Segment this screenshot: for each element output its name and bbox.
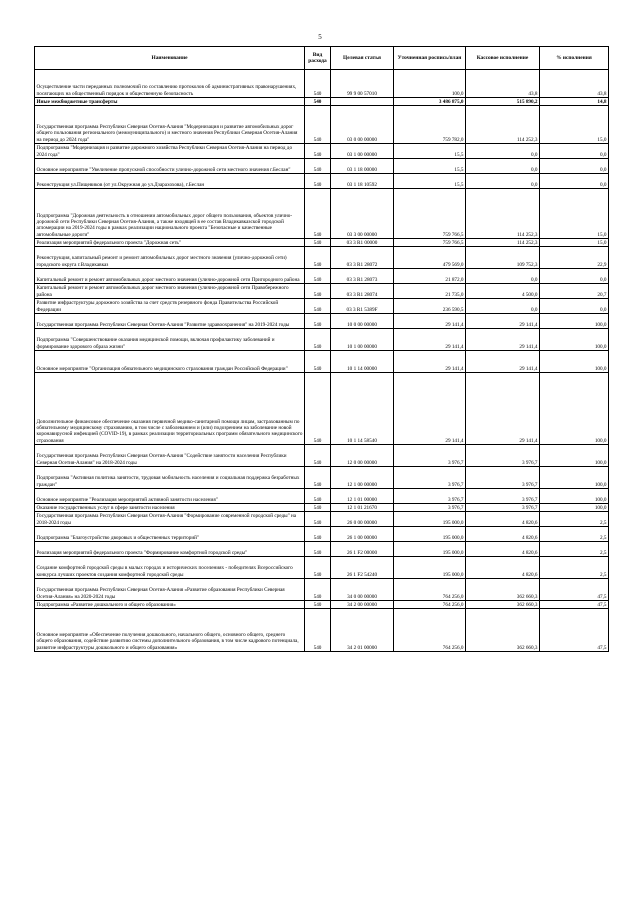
cell-vid: 540 [305,579,331,601]
table-row [35,601,609,609]
cell-cash: 29 141,4 [466,351,540,373]
cell-name: Реализация мероприятий федерального проекта "Формирование комфортной городской среды" [35,542,305,557]
cell-pct: 100,0 [540,329,609,351]
cell-name: Государственная программа Республики Северная Осетия-Алания "Формирование современной городской среды" на 2018-2024 годы [35,512,305,527]
table-row [35,70,609,98]
cell-budget: 195 000,0 [394,527,466,542]
cell-budget: 15,5 [394,174,466,189]
cell-target: 03 1 18 10592 [331,174,394,189]
table-row [35,504,609,512]
cell-cash: 3 976,7 [466,489,540,504]
cell-vid: 540 [305,489,331,504]
cell-pct: 100,0 [540,314,609,329]
cell-pct: 100,0 [540,504,609,512]
cell-cash: 4 820,6 [466,542,540,557]
cell-vid: 540 [305,542,331,557]
header-percent: % исполнения [540,47,609,70]
cell-name: Основное мероприятие "Увеличение пропускной способности улично-дорожной сети местного значения г.Беслан" [35,159,305,174]
cell-name: Оказание государственных услуг в сфере занятости населения [35,504,305,512]
cell-cash: 4 820,6 [466,527,540,542]
cell-cash: 4 820,6 [466,557,540,579]
cell-budget: 759 766,5 [394,189,466,239]
table-row [35,373,609,445]
table-row [35,489,609,504]
cell-vid: 540 [305,329,331,351]
cell-budget: 15,5 [394,159,466,174]
table-row [35,299,609,314]
table-row [35,98,609,106]
cell-name: Государственная программа Республики Северная Осетия-Алания "Содействие занятости населения Республики Северная Осетия-Алания" на 2018-2024 годы [35,445,305,467]
cell-budget: 759 766,5 [394,239,466,247]
header-vid: Вид расхода [305,47,331,70]
cell-pct: 2,5 [540,527,609,542]
cell-target: 03 3 R1 00000 [331,239,394,247]
cell-budget: 195 000,0 [394,542,466,557]
cell-pct: 100,0 [540,489,609,504]
cell-cash: 109 752,3 [466,247,540,269]
cell-target: 12 0 00 00000 [331,445,394,467]
cell-vid: 540 [305,601,331,609]
cell-cash: 0,0 [466,174,540,189]
table-row [35,106,609,144]
table-row [35,329,609,351]
cell-name: Дополнительное финансовое обеспечение оказания первичной медико-санитарной помощи лицам, застрахованным по обязательному медицинскому страхованию, в том числе с заболеванием и (или) подозрением на заболевание новой коронавирусной инфекцией (COVID-19), в рамках реализации территориальных программ обязательного медицинского страхования [35,373,305,445]
cell-pct: 2,5 [540,542,609,557]
cell-target: 26 0 00 00000 [331,512,394,527]
cell-pct: 47,5 [540,609,609,652]
cell-target: 10 1 00 00000 [331,329,394,351]
cell-target: 03 1 18 00000 [331,159,394,174]
cell-target: 12 1 00 00000 [331,467,394,489]
cell-budget: 479 569,0 [394,247,466,269]
cell-vid: 540 [305,98,331,106]
cell-vid: 540 [305,174,331,189]
cell-target: 03 3 00 00000 [331,189,394,239]
cell-pct: 0,0 [540,144,609,159]
cell-name: Подпрограмма "Совершенствование оказания медицинской помощи, включая профилактику заболеваний и формирование здорового образа жизни" [35,329,305,351]
cell-target: 26 1 00 00000 [331,527,394,542]
cell-pct: 100,0 [540,445,609,467]
cell-vid: 540 [305,512,331,527]
cell-target [331,98,394,106]
cell-budget: 195 000,0 [394,512,466,527]
header-budget: Уточненная роспись/план [394,47,466,70]
table-row [35,189,609,239]
header-cash: Кассовое исполнение [466,47,540,70]
table-row [35,239,609,247]
cell-name: Реконструкция, капитальный ремонт и ремонт автомобильных дорог местного значения (улично-дорожной сети) городского округа г.Владикавказ [35,247,305,269]
cell-budget: 764 256,0 [394,579,466,601]
cell-target: 99 9 00 57010 [331,70,394,98]
table-row [35,512,609,527]
cell-target: 03 3 R1 5389F [331,299,394,314]
cell-pct: 100,0 [540,351,609,373]
table-row [35,351,609,373]
cell-vid: 540 [305,351,331,373]
cell-name: Иные межбюджетные трансферты [35,98,305,106]
cell-pct: 0,0 [540,299,609,314]
cell-vid: 540 [305,284,331,299]
cell-budget: 195 000,0 [394,557,466,579]
cell-name: Государственная программа Республики Северная Осетия-Алания "Модернизация и развитие автомобильных дорог общего пользования регионального (межмуниципального) и местного значения Республики Северная Осетия-Алания на период до 2024 года" [35,106,305,144]
cell-budget: 3 976,7 [394,445,466,467]
table-row [35,269,609,284]
cell-name: Подпрограмма «Развитие дошкольного и общего образования» [35,601,305,609]
cell-vid: 540 [305,269,331,284]
cell-target: 03 1 00 00000 [331,144,394,159]
cell-pct: 2,5 [540,512,609,527]
cell-cash: 3 976,7 [466,467,540,489]
cell-budget: 3 976,7 [394,504,466,512]
cell-budget: 764 256,0 [394,609,466,652]
page-number: 5 [318,33,322,41]
cell-cash: 0,0 [466,299,540,314]
cell-target: 03 0 00 00000 [331,106,394,144]
cell-cash: 4 500,0 [466,284,540,299]
cell-cash: 29 141,4 [466,329,540,351]
cell-target: 12 1 01 21670 [331,504,394,512]
table-row [35,609,609,652]
cell-vid: 540 [305,239,331,247]
table-row [35,159,609,174]
cell-vid: 540 [305,70,331,98]
table-row [35,144,609,159]
table-row [35,542,609,557]
table-row [35,579,609,601]
budget-table [34,46,609,652]
cell-name: Капитальный ремонт и ремонт автомобильных дорог местного значения (улично-дорожной сети Правобережного района [35,284,305,299]
cell-target: 03 3 R1 28074 [331,284,394,299]
table-row [35,314,609,329]
table-row [35,527,609,542]
cell-target: 12 1 01 00000 [331,489,394,504]
cell-name: Подпрограмма "Активная политика занятости, трудовая мобильность населения и социальная поддержка безработных граждан" [35,467,305,489]
cell-cash: 43,8 [466,70,540,98]
cell-cash: 3 976,7 [466,504,540,512]
table-row [35,445,609,467]
cell-cash: 4 820,6 [466,512,540,527]
table-row [35,467,609,489]
cell-target: 03 3 R1 28072 [331,247,394,269]
cell-pct: 100,0 [540,467,609,489]
cell-target: 03 3 R1 28073 [331,269,394,284]
cell-cash: 29 141,4 [466,373,540,445]
cell-pct: 0,0 [540,159,609,174]
cell-budget: 3 486 875,0 [394,98,466,106]
cell-vid: 540 [305,314,331,329]
cell-pct: 22,9 [540,247,609,269]
cell-pct: 47,5 [540,579,609,601]
cell-cash: 362 660,3 [466,601,540,609]
cell-cash: 362 660,3 [466,609,540,652]
cell-budget: 236 590,5 [394,299,466,314]
cell-target: 26 1 F2 54240 [331,557,394,579]
cell-target: 10 1 14 00000 [331,351,394,373]
table-row [35,284,609,299]
cell-pct: 0,0 [540,269,609,284]
cell-vid: 540 [305,467,331,489]
cell-vid: 540 [305,159,331,174]
cell-name: Государственная программа Республики Северная Осетия-Алания «Развитие образования Республики Северная Осетия-Алания» на 2020-2024 годы [35,579,305,601]
cell-cash: 114 252,3 [466,239,540,247]
table-row [35,174,609,189]
cell-pct: 20,7 [540,284,609,299]
cell-vid: 540 [305,609,331,652]
cell-name: Капитальный ремонт и ремонт автомобильных дорог местного значения (улично-дорожной сети Пригородного района [35,269,305,284]
cell-pct: 15,0 [540,239,609,247]
cell-vid: 540 [305,299,331,314]
cell-pct: 15,0 [540,106,609,144]
cell-pct: 47,5 [540,601,609,609]
cell-pct: 0,0 [540,174,609,189]
cell-budget: 29 141,4 [394,329,466,351]
header-target: Целевая статья [331,47,394,70]
cell-cash: 0,0 [466,144,540,159]
cell-budget: 3 976,7 [394,489,466,504]
cell-pct: 15,0 [540,189,609,239]
cell-name: Развитие инфраструктуры дорожного хозяйства за счет средств резервного фонда Правительства Российской Федерации [35,299,305,314]
table-row [35,557,609,579]
cell-vid: 540 [305,557,331,579]
cell-budget: 15,5 [394,144,466,159]
table-body [35,70,609,652]
cell-name: Осуществление части переданных полномочий по составлению протоколов об административных правонарушениях, посягающих на общественный порядок и общественную безопасность [35,70,305,98]
cell-budget: 3 976,7 [394,467,466,489]
cell-target: 10 0 00 00000 [331,314,394,329]
cell-vid: 540 [305,247,331,269]
cell-name: Основное мероприятие «Обеспечение получения дошкольного, начального общего, основного общего, среднего общего образования, содействие развитию системы дополнительного образования, в том числе кадрового потенциала, развитие инфраструктуры дошкольного и общего образования» [35,609,305,652]
cell-name: Основное мероприятие "Реализация мероприятий активной занятости населения" [35,489,305,504]
cell-budget: 764 256,0 [394,601,466,609]
cell-pct: 2,5 [540,557,609,579]
cell-vid: 540 [305,189,331,239]
cell-budget: 100,0 [394,70,466,98]
cell-name: Реконструкция ул.Пищевиков (от ул.Окружная до ул.Дзарахохова), г.Беслан [35,174,305,189]
cell-target: 26 1 F2 00000 [331,542,394,557]
cell-pct: 14,8 [540,98,609,106]
cell-vid: 540 [305,527,331,542]
cell-cash: 3 976,7 [466,445,540,467]
cell-vid: 540 [305,504,331,512]
cell-name: Реализация мероприятий федерального проекта "Дорожная сеть" [35,239,305,247]
cell-budget: 29 141,4 [394,351,466,373]
cell-budget: 21 735,0 [394,284,466,299]
cell-cash: 0,0 [466,269,540,284]
cell-cash: 29 141,4 [466,314,540,329]
cell-vid: 540 [305,106,331,144]
cell-budget: 21 872,0 [394,269,466,284]
cell-target: 34 2 00 00000 [331,601,394,609]
cell-target: 10 1 14 58540 [331,373,394,445]
cell-vid: 540 [305,144,331,159]
cell-target: 34 2 01 00000 [331,609,394,652]
cell-name: Государственная программа Республики Северная Осетия-Алания "Развитие здравоохранения" на 2019-2024 годы [35,314,305,329]
cell-cash: 114 252,3 [466,106,540,144]
cell-vid: 540 [305,445,331,467]
cell-budget: 29 141,4 [394,373,466,445]
header-name: Наименование [35,47,305,70]
cell-cash: 114 252,3 [466,189,540,239]
cell-name: Создание комфортной городской среды в малых городах и исторических поселениях - победителях Всероссийского конкурса лучших проектов создания комфортной городской среды [35,557,305,579]
cell-budget: 759 782,0 [394,106,466,144]
cell-vid: 540 [305,373,331,445]
cell-pct: 100,0 [540,373,609,445]
cell-cash: 515 890,2 [466,98,540,106]
cell-cash: 362 660,3 [466,579,540,601]
cell-budget: 29 141,4 [394,314,466,329]
cell-name: Подпрограмма "Дорожная деятельность в отношении автомобильных дорог общего пользования, объектов улично-дорожной сети Республики Северная Осетия-Алания, а также входящей в ее состав Владикавказской городской агломерации на 2019-2024 годы в рамках реализации национального проекта "Безопасные и качественные автомобильные дороги" [35,189,305,239]
cell-cash: 0,0 [466,159,540,174]
table-row [35,247,609,269]
cell-name: Подпрограмма "Благоустройство дворовых и общественных территорий" [35,527,305,542]
table-header-row [35,47,609,70]
cell-name: Основное мероприятие "Организация обязательного медицинского страхования граждан Российской Федерации" [35,351,305,373]
cell-target: 34 0 00 00000 [331,579,394,601]
cell-name: Подпрограмма "Модернизация и развитие дорожного хозяйства Республики Северная Осетия-Алания на период до 2024 года" [35,144,305,159]
cell-pct: 43,8 [540,70,609,98]
